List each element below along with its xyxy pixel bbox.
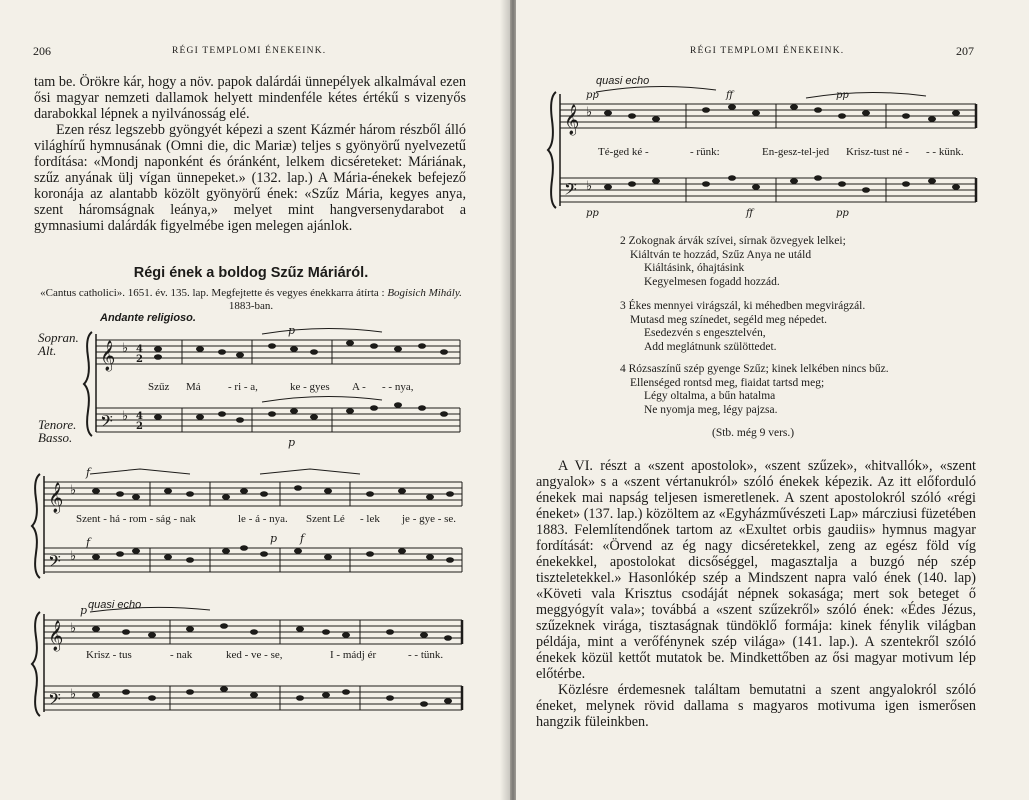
svg-text:p: p — [270, 532, 278, 545]
verse-3 — [620, 300, 865, 354]
lyric-syllable: le - á - nya. — [238, 513, 288, 525]
lyric-syllable: ked - ve - se, — [226, 649, 283, 661]
verse-line: 4 Rózsaszínű szép gyenge Szűz; kinek lelkében nincs bűz. — [620, 363, 889, 375]
lyric-syllable: - - tünk. — [408, 649, 444, 661]
svg-text:2: 2 — [136, 354, 143, 365]
lyric-syllable: I - mádj ér — [330, 649, 377, 661]
verse-continuation-note: (Stb. még 9 vers.) — [712, 427, 795, 439]
lyric-syllable: Krisz-tust né - — [846, 146, 909, 158]
lyric-syllable: - - künk. — [926, 146, 964, 158]
svg-text:𝄞: 𝄞 — [48, 621, 64, 651]
tempo-marking: Andante religioso. — [100, 312, 196, 324]
verse-line: Kegyelmesen fogadd hozzád. — [644, 275, 780, 288]
lyric-syllable: - lek — [360, 513, 380, 525]
paragraph: tam be. Örökre kár, hogy a növ. papok dalárdái ünnepélyek alkalmával ezen ősi magyar nemzeti dallamok helyett mindenféle kétes értékű s vizenyős darabokkal lépnek a nyilvánosság elé. — [34, 74, 466, 122]
svg-text:p: p — [288, 436, 296, 449]
svg-text:f: f — [86, 466, 91, 479]
verse-line: Kiáltásink, óhajtásink — [644, 262, 745, 274]
credit-author: Bogisich Mihály. — [387, 287, 462, 299]
lyric-syllable: - ri - a, — [228, 381, 258, 393]
song-title: Régi ének a boldog Szűz Máriáról. — [133, 265, 369, 281]
music-system-3 — [30, 604, 474, 722]
svg-text:ff: ff — [746, 208, 754, 219]
credit-text: «Cantus catholici». 1651. év. 135. lap. Megfejtette és vegyes énekkarra átírta : — [40, 287, 385, 299]
svg-text:𝄢: 𝄢 — [48, 689, 61, 713]
verse-line: Esedezvén s engesztelvén, — [644, 327, 766, 339]
lyric-syllable: je - gye - se. — [402, 513, 457, 525]
verse-line: Add meglátnunk szülöttedet. — [644, 340, 777, 353]
lyric-syllable: En-gesz-tel-jed — [762, 146, 830, 158]
page-number: 206 — [33, 44, 51, 58]
lyric-syllable: Té-ged ké - — [598, 146, 649, 158]
svg-text:pp: pp — [836, 90, 849, 101]
svg-text:f: f — [86, 536, 91, 549]
svg-text:p: p — [80, 604, 88, 617]
lyric-syllable: A - — [352, 381, 366, 393]
lyrics-system-3 — [30, 649, 474, 663]
paragraph: Közlésre érdemesnek találtam bemutatni a szent angyalokról szóló éneket, melynek rövid dallama s magyaros motivuma igen ismerősen hangzik füleinkben. — [536, 682, 976, 730]
voice-label-lower: Tenore. Basso. — [38, 417, 77, 445]
lyric-syllable: Szűz — [148, 381, 170, 393]
verse-line: Mutasd meg színedet, segéld meg népedet. — [630, 313, 828, 326]
song-credit — [36, 287, 466, 313]
paragraph: A VI. részt a «szent apostolok», «szent szűzek», «hitvallók», «szent angyalok» s a «szent vértanukról» szóló énekek képezik. Az itt előforduló énekek mai napság teljesen ismeretlenek. A szent apostolokról szóló «régi éneket» (137. lap.) közöltem az «Egyházművészeti Lap» márcziusi füzetében 1883. Felemlítendőnek tartom az «Exultet orbis gaudiis» hymnus magyar fordítását: «Örvend az ég nagy dicséretekkel, zeng az egész föld víg énekekkel, apostolokat dicsőséggel, magasztalja a buzgó nép szép tiszteletekkel.» Hasonlókép szép a Mindszent napra való ének (140. lap) «Követi vala Krisztus csodáját népnek sokasága; mert sok beteget ő meggyógyít vala»; továbbá a «szent szűzekről» szóló ének: «Édes Jézus, szűzeknek virága, tisztaságnak tündöklő formája: kinek fénylik világban példája, mint a verőfénynek szép világa» (141. lap.). A szentekről szóló énekek közül kettőt mutatok be. Mindkettőben az ősi magyar motivum lép előtérbe. — [536, 458, 976, 682]
svg-text:4: 4 — [136, 411, 143, 422]
running-head: RÉGI TEMPLOMI ÉNEKEINK. — [172, 46, 327, 56]
verse-2 — [620, 235, 846, 289]
svg-text:𝄢: 𝄢 — [100, 411, 113, 435]
svg-text:4: 4 — [136, 344, 143, 355]
svg-text:♭: ♭ — [70, 621, 77, 636]
svg-text:♭: ♭ — [586, 105, 593, 120]
svg-text:pp: pp — [586, 208, 599, 219]
lyric-syllable: - nak — [170, 649, 193, 661]
svg-text:2: 2 — [136, 421, 143, 432]
verse-line: 2 Zokognak árvák szívei, sírnak özvegyek lelkei; — [620, 235, 846, 247]
svg-text:f: f — [300, 532, 305, 545]
body-text-block — [34, 74, 466, 234]
svg-text:ff: ff — [726, 90, 734, 101]
svg-text:𝄞: 𝄞 — [564, 105, 580, 135]
lyrics-system-2 — [30, 513, 474, 527]
svg-text:♭: ♭ — [122, 409, 129, 424]
svg-text:♭: ♭ — [122, 341, 129, 356]
verse-4 — [620, 363, 889, 417]
svg-text:pp: pp — [586, 90, 599, 101]
voice-label-upper: Sopran. Alt. — [38, 330, 79, 358]
left-page — [0, 0, 510, 800]
svg-text:♭: ♭ — [586, 179, 593, 194]
svg-text:𝄢: 𝄢 — [564, 179, 577, 203]
svg-text:𝄞: 𝄞 — [100, 341, 116, 371]
lyric-syllable: ke - gyes — [290, 381, 330, 393]
lyric-syllable: Szent - há - rom - ság - nak — [76, 513, 196, 525]
credit-year: 1883-ban. — [228, 300, 274, 312]
svg-text:𝄞: 𝄞 — [48, 483, 64, 513]
verse-line: Ne nyomja meg, légy pajzsa. — [644, 403, 778, 416]
verse-line: Ellenséged rontsd meg, fiaidat tartsd meg; — [630, 376, 825, 389]
svg-text:♭: ♭ — [70, 483, 77, 498]
svg-text:𝄢: 𝄢 — [48, 551, 61, 575]
lyric-syllable: - - nya, — [382, 381, 414, 393]
svg-text:♭: ♭ — [70, 549, 77, 564]
svg-text:♭: ♭ — [70, 687, 77, 702]
lyric-syllable: Szent Lé — [306, 513, 345, 525]
lyric-syllable: Má — [186, 381, 201, 393]
lyric-syllable: Krisz - tus — [86, 649, 132, 661]
verse-line: Légy oltalma, a bűn hatalma — [644, 390, 776, 402]
lyric-syllable: - rünk: — [690, 146, 720, 158]
lyrics-system-1 — [82, 381, 472, 395]
svg-text:pp: pp — [836, 208, 849, 219]
body-text-block — [536, 458, 976, 730]
dynamic-quasi-echo: quasi echo — [596, 75, 650, 87]
page-number: 207 — [956, 44, 974, 58]
dynamic-quasi-echo: quasi echo — [88, 599, 142, 611]
svg-text:p: p — [288, 324, 296, 337]
running-head: RÉGI TEMPLOMI ÉNEKEINK. — [690, 46, 845, 56]
verse-line: Kiáltván te hozzád, Szűz Anya ne utáld — [630, 248, 812, 261]
verse-line: 3 Ékes mennyei virágszál, ki méhedben megvirágzál. — [620, 300, 866, 312]
lyrics-system-right — [546, 146, 986, 160]
right-page — [516, 0, 1029, 800]
paragraph: Ezen rész legszebb gyöngyét képezi a szent Kázmér három részből álló világhírű hymnusának (Omni die, dic Mariæ) teljes s gyönyörű nyelvezetű fordítása: «Mondj naponként és óránként, lelkem dicséreteket: Máriának, szűz anyának ülj vígan ünnepeket.» (132. lap.) A Mária-énekek befejező koronája az alantabb közölt gyönyörű ének: «Szűz Mária, kegyes anya, szent háromságnak leánya,» melyet mint hangversenydarabot a gymnasiumi dalárdák figyelmébe igen melegen ajánlok. — [34, 122, 466, 234]
